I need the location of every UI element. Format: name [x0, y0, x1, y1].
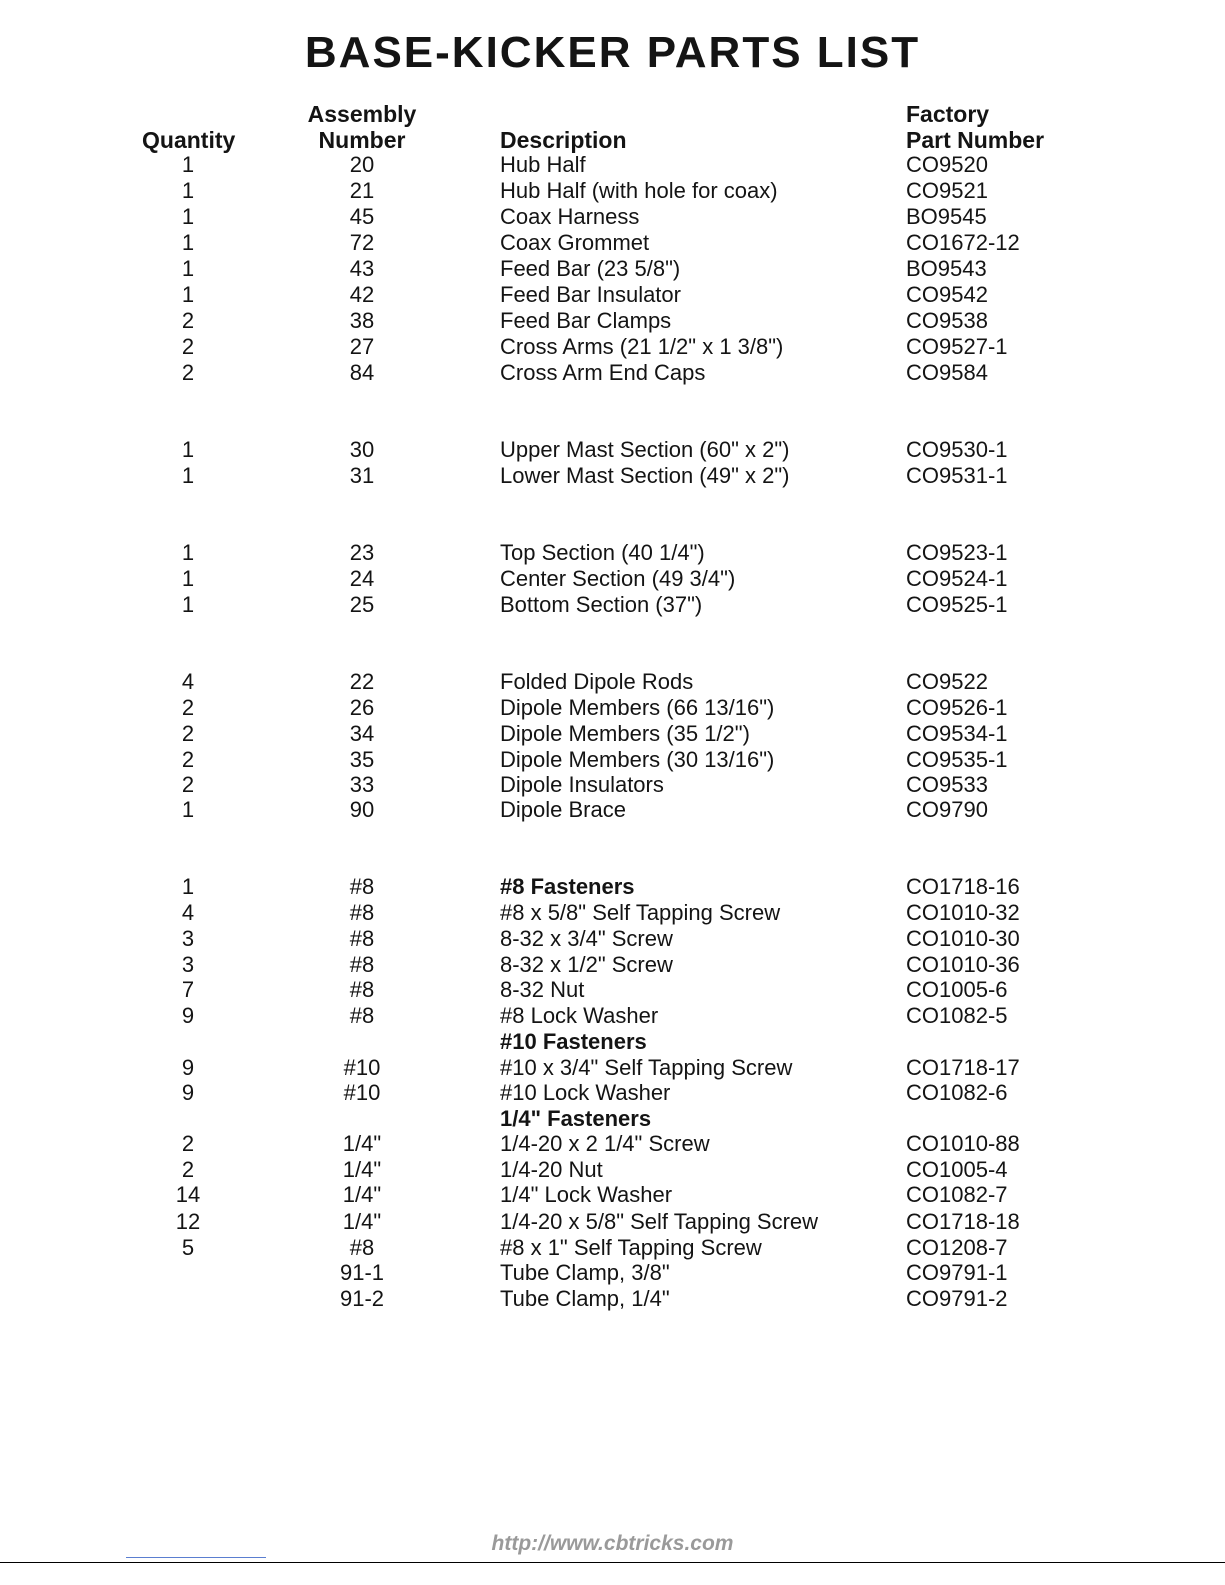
description-cell: Feed Bar (23 5/8") [500, 256, 681, 281]
table-row [0, 1157, 1225, 1183]
table-row [0, 1131, 1225, 1157]
assembly-number-cell: #8 [349, 926, 375, 951]
section-row [0, 874, 1225, 900]
description-cell: #10 Fasteners [500, 1029, 647, 1054]
part-number-cell: CO1718-17 [906, 1055, 1020, 1080]
description-cell: Bottom Section (37") [500, 592, 703, 617]
section-row [0, 1106, 1225, 1132]
assembly-number-cell: #8 [349, 977, 375, 1002]
description-cell: Upper Mast Section (60" x 2") [500, 437, 790, 462]
table-row [0, 669, 1225, 695]
quantity-cell: 12 [175, 1209, 201, 1234]
table-row [0, 592, 1225, 618]
table-row [0, 926, 1225, 952]
header-assembly-number [302, 101, 422, 153]
quantity-cell: 2 [181, 1157, 195, 1182]
quantity-cell: 1 [181, 874, 195, 899]
assembly-number-cell: 1/4" [342, 1209, 382, 1234]
quantity-cell: 5 [181, 1235, 195, 1260]
table-row [0, 566, 1225, 592]
part-number-cell: CO9530-1 [906, 437, 1008, 462]
quantity-cell: 1 [181, 797, 195, 822]
part-number-cell: CO1010-36 [906, 952, 1020, 977]
description-cell: Feed Bar Insulator [500, 282, 681, 307]
part-number-cell: BO9543 [906, 256, 987, 281]
part-number-cell: CO1082-5 [906, 1003, 1008, 1028]
part-number-cell: CO9791-2 [906, 1286, 1008, 1311]
assembly-number-cell: 43 [349, 256, 375, 281]
part-number-cell: CO9525-1 [906, 592, 1008, 617]
table-row [0, 747, 1225, 773]
assembly-number-cell: 23 [349, 540, 375, 565]
description-cell: Cross Arms (21 1/2" x 1 3/8") [500, 334, 784, 359]
table-row [0, 204, 1225, 230]
part-number-cell: CO1718-18 [906, 1209, 1020, 1234]
quantity-cell: 1 [181, 256, 195, 281]
description-cell: 1/4" Fasteners [500, 1106, 652, 1131]
quantity-cell: 2 [181, 747, 195, 772]
quantity-cell: 9 [181, 1080, 195, 1105]
header-description-label: Description [500, 127, 627, 153]
section-row [0, 1029, 1225, 1055]
table-row [0, 360, 1225, 386]
table-row [0, 1182, 1225, 1208]
description-cell: Dipole Members (66 13/16") [500, 695, 775, 720]
description-cell: Dipole Members (30 13/16") [500, 747, 775, 772]
quantity-cell: 1 [181, 204, 195, 229]
table-row [0, 230, 1225, 256]
part-number-cell: CO9531-1 [906, 463, 1008, 488]
table-row [0, 977, 1225, 1003]
table-row [0, 1260, 1225, 1286]
assembly-number-cell: 91-1 [339, 1260, 385, 1285]
quantity-cell: 2 [181, 334, 195, 359]
description-cell: #8 x 1" Self Tapping Screw [500, 1235, 762, 1260]
assembly-number-cell: #8 [349, 1003, 375, 1028]
description-cell: 1/4-20 x 2 1/4" Screw [500, 1131, 710, 1156]
part-number-cell: CO9584 [906, 360, 988, 385]
part-number-cell: CO9527-1 [906, 334, 1008, 359]
table-row [0, 1286, 1225, 1312]
bottom-divider [0, 1562, 1225, 1563]
assembly-number-cell: 27 [349, 334, 375, 359]
description-cell: 1/4" Lock Washer [500, 1182, 673, 1207]
assembly-number-cell: 34 [349, 721, 375, 746]
quantity-cell: 1 [181, 437, 195, 462]
description-cell: Coax Harness [500, 204, 640, 229]
footer-url[interactable]: http://www.cbtricks.com [491, 1532, 734, 1555]
assembly-number-cell: 33 [349, 772, 375, 797]
assembly-number-cell: 45 [349, 204, 375, 229]
assembly-number-cell: 26 [349, 695, 375, 720]
assembly-number-cell: 31 [349, 463, 375, 488]
assembly-number-cell: 22 [349, 669, 375, 694]
quantity-cell: 3 [181, 952, 195, 977]
assembly-number-cell: #10 [343, 1055, 381, 1080]
description-cell: Feed Bar Clamps [500, 308, 672, 333]
description-cell: Cross Arm End Caps [500, 360, 706, 385]
description-cell: 1/4-20 x 5/8" Self Tapping Screw [500, 1209, 819, 1234]
table-row [0, 152, 1225, 178]
assembly-number-cell: #8 [349, 874, 375, 899]
table-row [0, 463, 1225, 489]
quantity-cell: 2 [181, 721, 195, 746]
table-row [0, 334, 1225, 360]
quantity-cell: 1 [181, 463, 195, 488]
description-cell: Coax Grommet [500, 230, 650, 255]
quantity-cell: 2 [181, 308, 195, 333]
table-row [0, 1055, 1225, 1081]
table-row [0, 256, 1225, 282]
header-description [500, 127, 627, 153]
table-row [0, 282, 1225, 308]
part-number-cell: CO9534-1 [906, 721, 1008, 746]
part-number-cell: CO9542 [906, 282, 988, 307]
table-row [0, 797, 1225, 823]
part-number-cell: CO9522 [906, 669, 988, 694]
part-number-cell: CO9533 [906, 772, 988, 797]
quantity-cell: 2 [181, 695, 195, 720]
table-row [0, 1003, 1225, 1029]
quantity-cell: 1 [181, 282, 195, 307]
header-factory-part-number [906, 101, 1044, 153]
quantity-cell: 2 [181, 772, 195, 797]
quantity-cell: 1 [181, 592, 195, 617]
header-quantity [142, 127, 235, 153]
table-row [0, 721, 1225, 747]
quantity-cell: 3 [181, 926, 195, 951]
assembly-number-cell: 1/4" [342, 1182, 382, 1207]
quantity-cell: 4 [181, 900, 195, 925]
table-row [0, 952, 1225, 978]
table-row [0, 695, 1225, 721]
part-number-cell: CO9520 [906, 152, 988, 177]
header-part-line1: Factory [906, 101, 990, 127]
assembly-number-cell: 24 [349, 566, 375, 591]
part-number-cell: CO9521 [906, 178, 988, 203]
quantity-cell: 14 [175, 1182, 201, 1207]
part-number-cell: CO9524-1 [906, 566, 1008, 591]
assembly-number-cell: 91-2 [339, 1286, 385, 1311]
assembly-number-cell: 84 [349, 360, 375, 385]
description-cell: Hub Half [500, 152, 586, 177]
link-underline [126, 1557, 266, 1558]
part-number-cell: CO9790 [906, 797, 988, 822]
part-number-cell: CO1082-7 [906, 1182, 1008, 1207]
table-row [0, 1209, 1225, 1235]
part-number-cell: CO9535-1 [906, 747, 1008, 772]
description-cell: Tube Clamp, 1/4" [500, 1286, 670, 1311]
assembly-number-cell: 90 [349, 797, 375, 822]
description-cell: 8-32 Nut [500, 977, 585, 1002]
table-row [0, 308, 1225, 334]
quantity-cell: 2 [181, 1131, 195, 1156]
assembly-number-cell: #8 [349, 900, 375, 925]
quantity-cell: 9 [181, 1055, 195, 1080]
part-number-cell: CO9526-1 [906, 695, 1008, 720]
part-number-cell: CO9523-1 [906, 540, 1008, 565]
part-number-cell: CO1718-16 [906, 874, 1020, 899]
quantity-cell: 9 [181, 1003, 195, 1028]
description-cell: Dipole Members (35 1/2") [500, 721, 750, 746]
table-row [0, 178, 1225, 204]
header-assembly-line2: Number [318, 127, 406, 153]
assembly-number-cell: #8 [349, 952, 375, 977]
table-row [0, 540, 1225, 566]
table-row [0, 1235, 1225, 1261]
quantity-cell: 4 [181, 669, 195, 694]
part-number-cell: CO1082-6 [906, 1080, 1008, 1105]
assembly-number-cell: 1/4" [342, 1157, 382, 1182]
assembly-number-cell: 21 [349, 178, 375, 203]
assembly-number-cell: 72 [349, 230, 375, 255]
description-cell: Hub Half (with hole for coax) [500, 178, 778, 203]
table-row [0, 437, 1225, 463]
assembly-number-cell: 30 [349, 437, 375, 462]
part-number-cell: CO1010-32 [906, 900, 1020, 925]
part-number-cell: CO9791-1 [906, 1260, 1008, 1285]
quantity-cell: 1 [181, 540, 195, 565]
description-cell: 8-32 x 3/4" Screw [500, 926, 673, 951]
assembly-number-cell: 25 [349, 592, 375, 617]
description-cell: Tube Clamp, 3/8" [500, 1260, 670, 1285]
quantity-cell: 1 [181, 178, 195, 203]
quantity-cell: 7 [181, 977, 195, 1002]
part-number-cell: CO1010-88 [906, 1131, 1020, 1156]
assembly-number-cell: 42 [349, 282, 375, 307]
description-cell: Top Section (40 1/4") [500, 540, 705, 565]
description-cell: Folded Dipole Rods [500, 669, 694, 694]
part-number-cell: CO1005-6 [906, 977, 1008, 1002]
description-cell: 1/4-20 Nut [500, 1157, 603, 1182]
part-number-cell: CO1672-12 [906, 230, 1020, 255]
page-title: BASE-KICKER PARTS LIST [304, 28, 921, 77]
assembly-number-cell: #8 [349, 1235, 375, 1260]
quantity-cell: 1 [181, 152, 195, 177]
header-quantity-label: Quantity [142, 127, 236, 153]
description-cell: #8 Lock Washer [500, 1003, 659, 1028]
description-cell: Center Section (49 3/4") [500, 566, 736, 591]
table-row [0, 1080, 1225, 1106]
description-cell: #8 Fasteners [500, 874, 635, 899]
description-cell: #10 x 3/4" Self Tapping Screw [500, 1055, 793, 1080]
assembly-number-cell: 1/4" [342, 1131, 382, 1156]
quantity-cell: 1 [181, 566, 195, 591]
quantity-cell: 1 [181, 230, 195, 255]
part-number-cell: CO9538 [906, 308, 988, 333]
assembly-number-cell: 35 [349, 747, 375, 772]
part-number-cell: BO9545 [906, 204, 987, 229]
table-row [0, 772, 1225, 798]
assembly-number-cell: 38 [349, 308, 375, 333]
table-row [0, 900, 1225, 926]
description-cell: #10 Lock Washer [500, 1080, 671, 1105]
description-cell: #8 x 5/8" Self Tapping Screw [500, 900, 781, 925]
part-number-cell: CO1010-30 [906, 926, 1020, 951]
assembly-number-cell: #10 [343, 1080, 381, 1105]
description-cell: 8-32 x 1/2" Screw [500, 952, 673, 977]
description-cell: Dipole Brace [500, 797, 626, 822]
assembly-number-cell: 20 [349, 152, 375, 177]
part-number-cell: CO1208-7 [906, 1235, 1008, 1260]
part-number-cell: CO1005-4 [906, 1157, 1008, 1182]
description-cell: Dipole Insulators [500, 772, 664, 797]
description-cell: Lower Mast Section (49" x 2") [500, 463, 790, 488]
header-assembly-line1: Assembly [307, 101, 417, 127]
header-part-line2: Part Number [906, 127, 1045, 153]
quantity-cell: 2 [181, 360, 195, 385]
